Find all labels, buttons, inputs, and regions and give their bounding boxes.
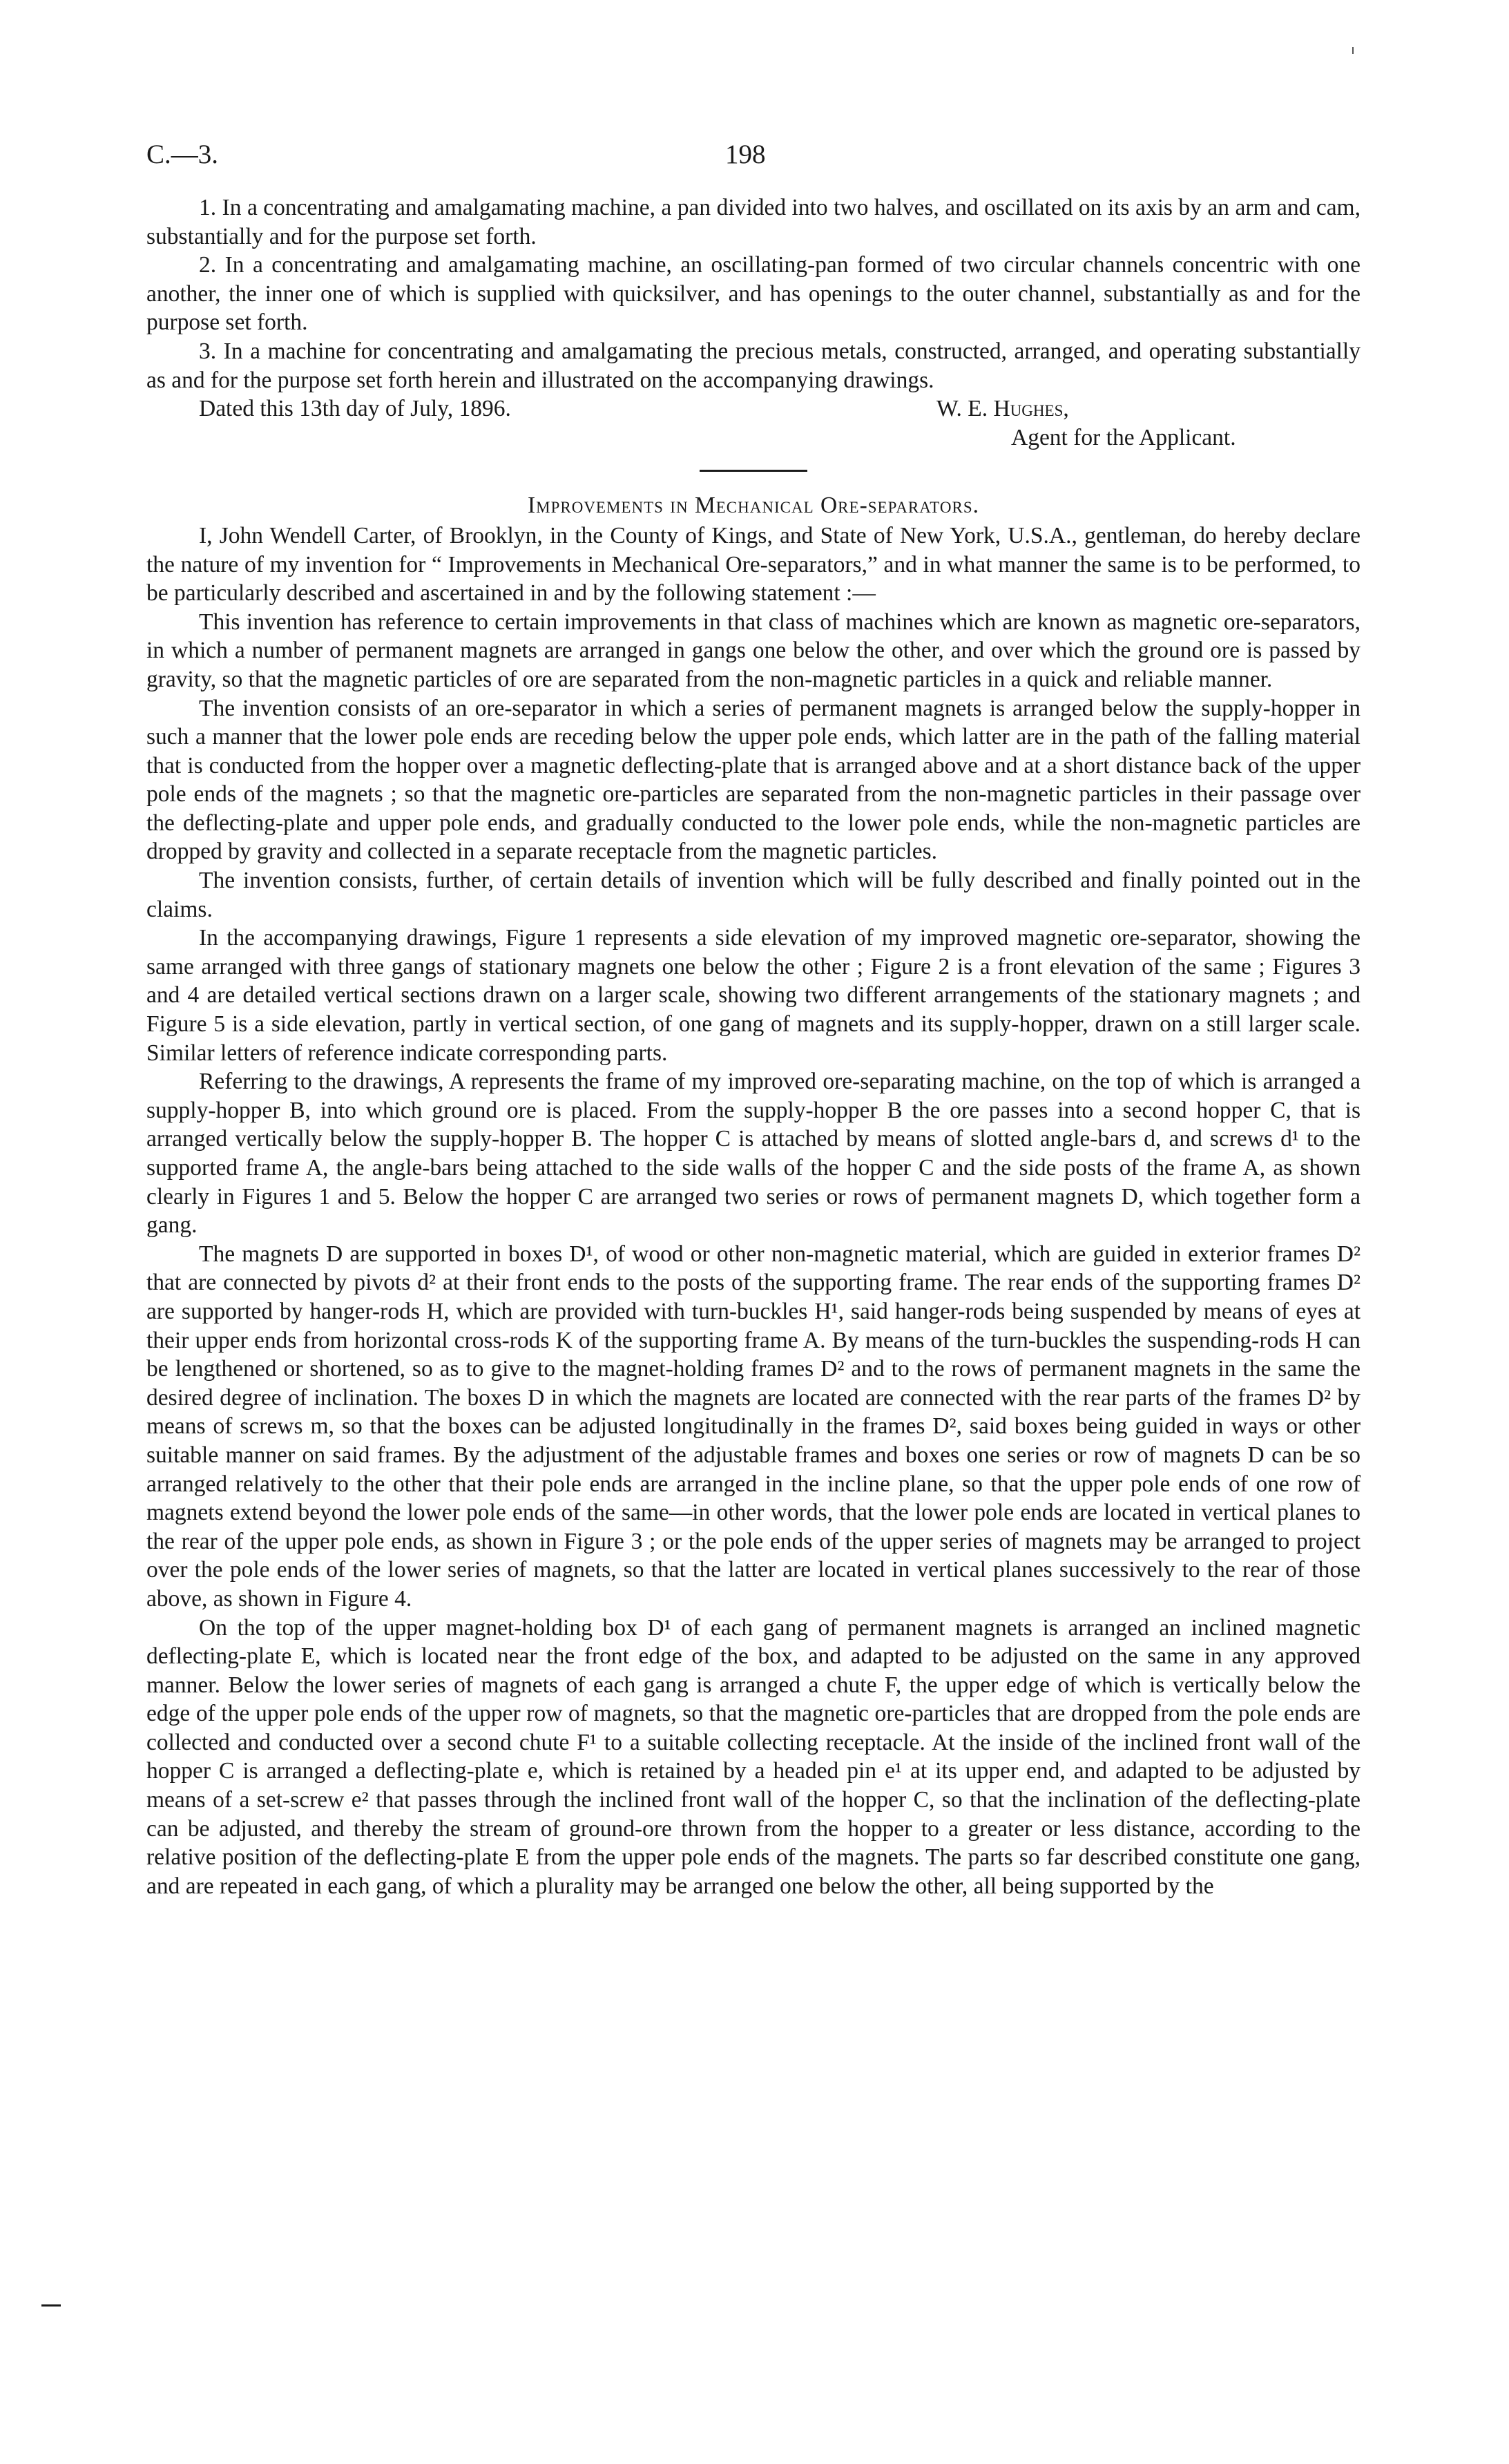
paragraph-invention-consists: The invention consists of an ore-separator in which a series of permanent magnets is arranged below the supply-hopper in such a manner that the lower pole ends are receding below the upper pole ends, which latter are in the path of the falling material that is conducted from the hopper over a magnetic deflecting-plate that is arranged above and at a short distance back of the upper pole ends of the magnets ; so that the magnetic ore-particles are separated from the non-magnetic particles in their passage over the deflecting-plate and upper pole ends, and gradually conducted to the lower pole ends, while the non-magnetic particles are dropped by gravity and collected in a separate receptacle from the magnetic particles. [146,695,1361,865]
signatory-role: Agent for the Applicant. [1011,424,1236,450]
page-number: 198 [725,140,766,169]
claim-2: 2. In a concentrating and amalgamating machine, an oscillating-pan formed of two circular channels concentric with one another, the inner one of which is supplied with quicksilver, and has openings to the outer channel, substantially as and for the purpose set forth. [146,252,1361,336]
document-page [146,138,1361,1900]
margin-dash [41,2304,61,2307]
paragraph-declaration: I, John Wendell Carter, of Brooklyn, in the County of Kings, and State of New York, U.S.A., gentleman, do hereby declare the nature of my invention for “ Improvements in Mechanical Ore-separators,” and in what manner the same is to be performed, to be particularly described and ascertained in and by the following statement :— [146,522,1361,607]
paragraph-further-details: The invention consists, further, of certain details of invention which will be fully described and finally pointed out in the claims. [146,868,1361,922]
paragraph-deflecting-plate: On the top of the upper magnet-holding box D¹ of each gang of permanent magnets is arranged an inclined magnetic deflecting-plate E, which is located near the front edge of the box, and adapted to be adjusted on the same in any approved manner. Below the lower series of magnets of each gang is arranged a chute F, the upper edge of which is vertically below the edge of the upper pole ends of the upper row of magnets, so that the magnetic ore-particles that are dropped from the pole ends are collected and conducted over a second chute F¹ to a suitable collecting receptacle. At the inside of the inclined front wall of the hopper C is arranged a deflecting-plate e, which is retained by a headed pin e¹ at its upper end, and adapted to be adjusted by means of a set-screw e² that passes through the inclined front wall of the hopper C, so that the inclination of the deflecting-plate can be adjusted, and thereby the stream of ground-ore thrown from the hopper to a greater or less distance, according to the relative position of the deflecting-plate E from the upper pole ends of the magnets. The parts so far described constitute one gang, and are repeated in each gang, of which a plurality may be arranged one below the other, all being supported by the [146,1614,1361,1899]
claims-list [146,193,1361,394]
signatory-name: W. E. Hughes, [936,396,1069,422]
specification-body [146,522,1361,1901]
section-divider [700,470,807,472]
paragraph-intro: This invention has reference to certain improvements in that class of machines which are known as magnetic ore-separators, in which a number of permanent magnets are arranged in gangs one below the other, and over which the ground ore is passed by gravity, so that the magnetic particles of ore are separated from the non-magnetic particles in a quick and reliable manner. [146,609,1361,692]
paragraph-magnets: The magnets D are supported in boxes D¹, of wood or other non-magnetic material, which are guided in exterior frames D² that are connected by pivots d² at their front ends to the posts of the supporting frame. The rear ends of the supporting frames D² are supported by hanger-rods H, which are provided with turn-buckles H¹, said hanger-rods being suspended by means of eyes at their upper ends from horizontal cross-rods K of the supporting frame A. By means of the turn-buckles the suspending-rods H can be lengthened or shortened, so as to give to the magnet-holding frames D² and to the rows of permanent magnets in the same the desired degree of inclination. The boxes D in which the magnets are located are connected with the rear parts of the frames D² by means of screws m, so that the boxes can be adjusted longitudinally in the frames D², said boxes being guided in ways or other suitable manner on said frames. By the adjustment of the adjustable frames and boxes one series or row of magnets D can be so arranged relatively to the other that their pole ends are arranged in the incline plane, so that the upper pole ends of one row of magnets extend beyond the lower pole ends of the same—in other words, that the lower pole ends are located in vertical planes to the rear of the upper pole ends, as shown in Figure 3 ; or the pole ends of the upper series of magnets may be arranged to project over the pole ends of the lower series of magnets, so that the latter are located in vertical planes successively to the rear of those above, as shown in Figure 4. [146,1241,1361,1612]
date-signature-line [146,394,1361,423]
claim-3: 3. In a machine for concentrating and amalgamating the precious metals, constructed, arranged, and operating substantially as and for the purpose set forth herein and illustrated on the accompanying drawings. [146,338,1361,393]
page-header [146,138,1361,178]
dated-line: Dated this 13th day of July, 1896. [199,396,511,422]
page-tick-mark [1352,47,1354,54]
section-title: Improvements in Mechanical Ore-separators. [527,493,980,519]
document-reference: C.—3. [146,140,219,169]
agent-line [146,423,1361,452]
paragraph-frame: Referring to the drawings, A represents the frame of my improved ore-separating machine, on the top of which is arranged a supply-hopper B, into which ground ore is placed. From the supply-hopper B the ore passes into a second hopper C, that is arranged vertically below the supply-hopper B. The hopper C is attached by means of slotted angle-bars d, and screws d¹ to the supported frame A, the angle-bars being attached to the side walls of the hopper C and the side posts of the frame A, as shown clearly in Figures 1 and 5. Below the hopper C are arranged two series or rows of permanent magnets D, which together form a gang. [146,1069,1361,1239]
paragraph-drawings: In the accompanying drawings, Figure 1 represents a side elevation of my improved magnetic ore-separator, showing the same arranged with three gangs of stationary magnets one below the other ; Figure 2 is a front elevation of the same ; Figures 3 and 4 are detailed vertical sections drawn on a larger scale, showing two different arrangements of the stationary magnets ; and Figure 5 is a side elevation, partly in vertical section, of one gang of magnets and its supply-hopper, drawn on a still larger scale. Similar letters of reference indicate corresponding parts. [146,925,1361,1066]
claim-1: 1. In a concentrating and amalgamating machine, a pan divided into two halves, and oscillated on its axis by an arm and cam, substantially and for the purpose set forth. [146,195,1361,249]
